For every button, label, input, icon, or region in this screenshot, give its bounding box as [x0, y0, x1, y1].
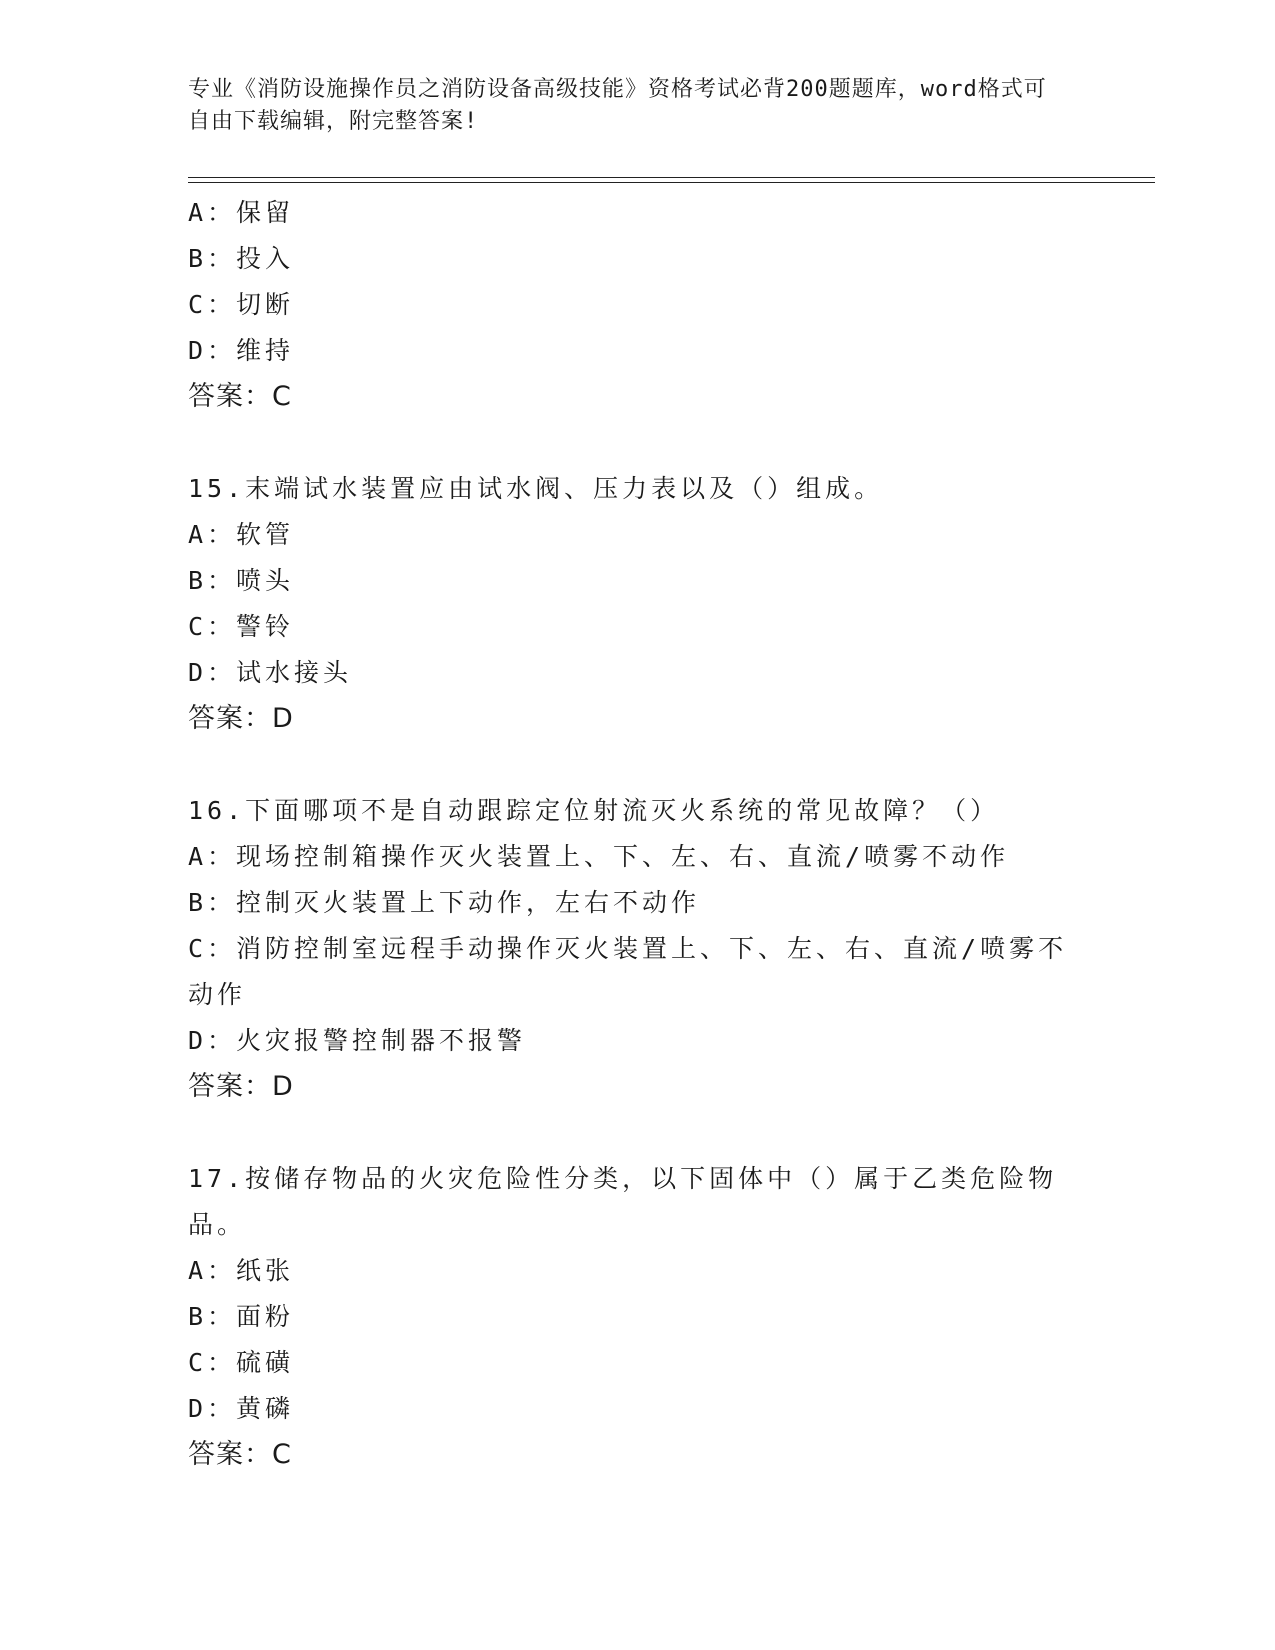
option-b: B：面粉: [188, 1302, 295, 1331]
option-c: C：切断: [188, 290, 295, 319]
option-b: B：投入: [188, 244, 295, 273]
option-a: A：保留: [188, 198, 295, 227]
option-c: C：消防控制室远程手动操作灭火装置上、下、左、右、直流/喷雾不动作: [188, 934, 1068, 1009]
answer: 答案：C: [188, 381, 292, 412]
option-c: C：硫磺: [188, 1348, 295, 1377]
question-block-16: [188, 788, 1068, 1110]
question-list: [188, 190, 1068, 1478]
question-block-17: [188, 1156, 1068, 1478]
option-a: A：纸张: [188, 1256, 295, 1285]
question-block-14: [188, 190, 1068, 420]
document-header: 专业《消防设施操作员之消防设备高级技能》资格考试必背200题题库，word格式可自由下载编辑，附完整答案!: [188, 77, 1047, 134]
option-d: D：火灾报警控制器不报警: [188, 1026, 527, 1055]
option-b: B：喷头: [188, 566, 295, 595]
option-d: D：试水接头: [188, 658, 353, 687]
answer: 答案：C: [188, 1439, 292, 1470]
option-a: A：软管: [188, 520, 295, 549]
option-a: A：现场控制箱操作灭火装置上、下、左、右、直流/喷雾不动作: [188, 842, 1010, 871]
option-d: D：黄磷: [188, 1394, 295, 1423]
option-d: D：维持: [188, 336, 295, 365]
header-rule-top: [188, 177, 1155, 178]
question-text: 16.下面哪项不是自动跟踪定位射流灭火系统的常见故障？（）: [188, 796, 1000, 825]
option-b: B：控制灭火装置上下动作，左右不动作: [188, 888, 701, 917]
option-c: C：警铃: [188, 612, 295, 641]
answer: 答案：D: [188, 1071, 294, 1102]
question-text: 15.末端试水装置应由试水阀、压力表以及（）组成。: [188, 474, 884, 503]
answer: 答案：D: [188, 703, 294, 734]
header-rule-bottom: [188, 182, 1155, 183]
question-block-15: [188, 466, 1068, 742]
question-text: 17.按储存物品的火灾危险性分类，以下固体中（）属于乙类危险物品。: [188, 1164, 1058, 1239]
